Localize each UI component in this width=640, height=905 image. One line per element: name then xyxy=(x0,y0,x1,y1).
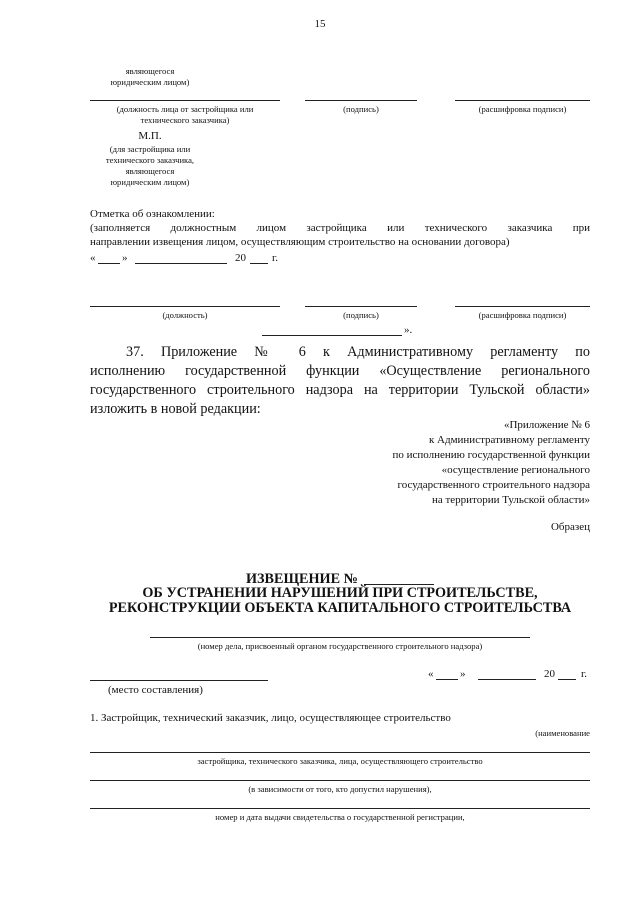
date-year-line xyxy=(558,679,576,680)
seal-note: юридическим лицом) xyxy=(110,177,190,187)
field-caption: (подпись) xyxy=(343,104,379,114)
field-caption: технического заказчика) xyxy=(140,115,230,125)
date-month-line xyxy=(135,263,227,264)
field-caption: (место составления) xyxy=(108,684,203,696)
item-1: 1. Застройщик, технический заказчик, лицо, осуществляющее строительство xyxy=(90,712,451,724)
underline xyxy=(90,780,590,781)
appendix-line: государственного строительного надзора xyxy=(397,479,590,491)
field-caption: (должность) xyxy=(162,310,208,320)
field-caption: (номер дела, присвоенный органом государственного строительного надзора) xyxy=(197,641,483,651)
underline xyxy=(90,752,590,753)
date-quote-open: « xyxy=(428,668,434,680)
seal-note: (для застройщика или xyxy=(109,144,191,154)
paragraph-line: изложить в новой редакции: xyxy=(90,401,261,417)
seal-note: технического заказчика, xyxy=(105,155,195,165)
closing-quote: ». xyxy=(404,324,413,336)
underline xyxy=(90,808,590,809)
page-number: 15 xyxy=(314,18,326,30)
notice-title: ИЗВЕЩЕНИЕ № xyxy=(246,571,358,587)
year-suffix: г. xyxy=(272,252,279,264)
date-year: 20 xyxy=(544,668,555,680)
field-caption: (расшифровка подписи) xyxy=(478,310,567,320)
acknowledgement-title: Отметка об ознакомлении: xyxy=(90,208,215,220)
field-caption: (расшифровка подписи) xyxy=(478,104,567,114)
underline xyxy=(455,100,590,101)
sample-label: Образец xyxy=(550,521,590,533)
date-quote-open: « xyxy=(90,252,96,264)
seal-note: являющегося xyxy=(125,166,175,176)
field-caption: номер и дата выдачи свидетельства о государственной регистрации, xyxy=(215,812,465,822)
field-caption: (должность лица от застройщика или xyxy=(116,104,254,114)
appendix-line: «осуществление регионального xyxy=(441,464,590,476)
seal-mark: М.П. xyxy=(138,130,162,142)
appendix-line: «Приложение № 6 xyxy=(503,419,590,431)
underline xyxy=(90,306,280,307)
paragraph-line: государственного строительного надзора на территории Тульской области» xyxy=(90,382,590,398)
text-line: юридическим лицом) xyxy=(110,77,190,87)
field-caption: (в зависимости от того, кто допустил нарушения), xyxy=(248,784,432,794)
paragraph-line: исполнению государственной функции «Осуществление регионального xyxy=(90,363,590,379)
appendix-line: на территории Тульской области» xyxy=(431,494,590,506)
date-year: 20 xyxy=(235,252,246,264)
year-suffix: г. xyxy=(581,668,588,680)
date-quote-close: » xyxy=(460,668,466,680)
appendix-line: к Административному регламенту xyxy=(428,434,590,446)
acknowledgement-text: направлении извещения лицом, осуществляющим строительство на основании договора) xyxy=(90,236,510,248)
date-day-line xyxy=(436,679,458,680)
field-caption: (подпись) xyxy=(343,310,379,320)
underline xyxy=(455,306,590,307)
field-caption: (наименование xyxy=(535,728,590,738)
date-quote-close: » xyxy=(122,252,128,264)
date-year-line xyxy=(250,263,268,264)
date-day-line xyxy=(98,263,120,264)
notice-title: ОБ УСТРАНЕНИИ НАРУШЕНИЙ ПРИ СТРОИТЕЛЬСТВЕ, xyxy=(142,585,538,601)
underline xyxy=(262,335,402,336)
underline xyxy=(305,306,417,307)
text-line: являющегося xyxy=(125,66,175,76)
place-line xyxy=(90,680,268,681)
underline xyxy=(90,100,280,101)
field-caption: застройщика, технического заказчика, лица, осуществляющего строительство xyxy=(197,756,483,766)
date-month-line xyxy=(478,679,536,680)
appendix-line: по исполнению государственной функции xyxy=(392,449,590,461)
underline xyxy=(305,100,417,101)
notice-title: РЕКОНСТРУКЦИИ ОБЪЕКТА КАПИТАЛЬНОГО СТРОИТЕЛЬСТВА xyxy=(108,600,572,616)
paragraph-line: 37. Приложение № 6 к Административному регламенту по xyxy=(126,344,590,360)
acknowledgement-text: (заполняется должностным лицом застройщика или технического заказчика при xyxy=(90,222,590,234)
case-number-line xyxy=(150,637,530,638)
